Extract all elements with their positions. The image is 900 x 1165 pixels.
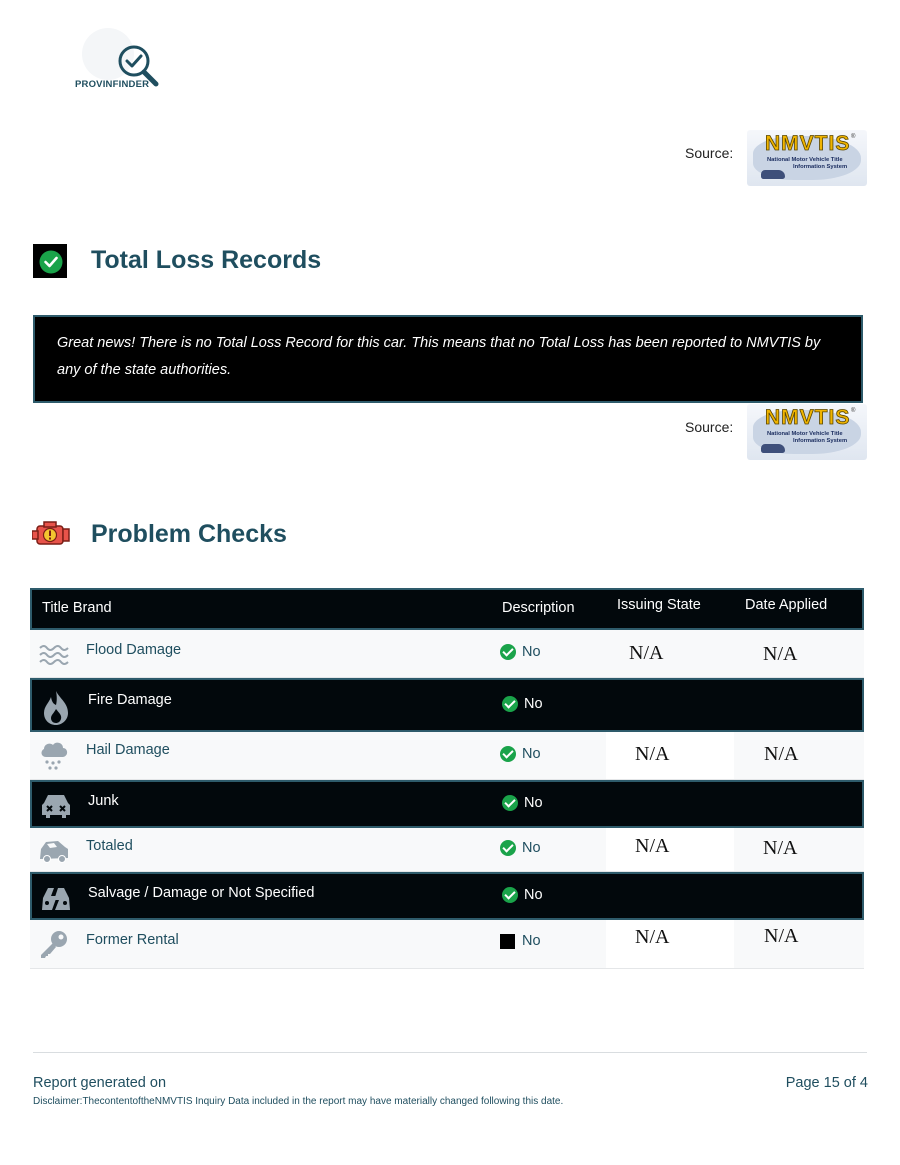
row-date-applied: N/A: [763, 837, 798, 859]
row-date-applied: N/A: [764, 925, 799, 947]
row-issuing-state: N/A: [635, 743, 670, 765]
footer-divider: [33, 1052, 867, 1053]
row-issuing-state: N/A: [635, 835, 670, 857]
green-check-icon: [500, 746, 516, 762]
row-label: Salvage / Damage or Not Specified: [88, 885, 315, 901]
table-header: [30, 588, 864, 630]
row-status: No: [500, 644, 541, 660]
nmvtis-subtitle-1b: National Motor Vehicle Title: [767, 431, 843, 437]
nmvtis-wordmark-2: NMVTIS: [765, 406, 851, 429]
table-row-junk: [30, 780, 864, 828]
nmvtis-subtitle-2b: Information System: [793, 438, 848, 444]
green-check-icon: [500, 840, 516, 856]
key-icon: [38, 928, 70, 960]
source-label: Source:: [685, 145, 734, 161]
nmvtis-subtitle-2: Information System: [793, 164, 848, 170]
junk-car-icon: [40, 789, 72, 821]
row-label: Former Rental: [86, 932, 179, 948]
page-number: Page 15 of 4: [785, 1075, 868, 1091]
table-row-former-rental: [30, 920, 864, 969]
green-check-icon: [500, 644, 516, 660]
report-generated: Report generated on: [33, 1075, 167, 1091]
problem-checks-title: Problem Checks: [91, 520, 287, 548]
table-row-hail-damage: [30, 732, 864, 780]
row-issuing-state: N/A: [629, 642, 664, 664]
totaled-car-icon: [38, 834, 70, 866]
row-label: Junk: [88, 793, 119, 809]
fire-icon: [40, 689, 72, 727]
disclaimer: Disclaimer:ThecontentoftheNMVTIS Inquiry Data included in the report may have materially changed following this date.: [33, 1096, 564, 1107]
row-date-applied: N/A: [764, 743, 799, 765]
table-row-totaled: [30, 828, 864, 872]
check-icon: [33, 244, 67, 278]
column-issuing-state: Issuing State: [617, 597, 701, 613]
row-status: No: [502, 795, 543, 811]
column-title-brand: Title Brand: [42, 600, 112, 616]
salvage-icon: [40, 882, 72, 914]
column-date-applied: Date Applied: [745, 597, 828, 613]
total-loss-message: Great news! There is no Total Loss Record for this car. This means that no Total Loss has been reported to NMVTIS by any of the state authorities.: [57, 335, 821, 378]
row-label: Totaled: [86, 838, 133, 854]
flood-icon: [38, 638, 70, 670]
row-label: Hail Damage: [86, 742, 170, 758]
table-row-flood-damage: [30, 630, 864, 678]
total-loss-title: Total Loss Records: [91, 246, 322, 274]
nmvtis-wordmark: NMVTIS: [765, 132, 851, 155]
total-loss-notice: [33, 315, 863, 403]
provinfinder-logo: [70, 28, 180, 98]
logo-text: PROVINFINDER: [75, 79, 150, 90]
row-status: No: [502, 696, 543, 712]
column-description: Description: [502, 600, 575, 616]
row-label: Flood Damage: [86, 642, 182, 658]
source-label-2: Source:: [685, 419, 734, 435]
row-status: No: [500, 746, 541, 762]
hail-icon: [38, 739, 70, 771]
row-issuing-state: N/A: [635, 926, 670, 948]
nmvtis-logo-2: NMVTIS ® National Motor Vehicle Title Information System: [747, 404, 867, 460]
row-status: No: [500, 840, 541, 856]
green-check-icon: [502, 795, 518, 811]
row-status: No: [502, 887, 543, 903]
row-date-applied: N/A: [763, 643, 798, 665]
row-status: No: [500, 933, 541, 949]
problem-checks-table: [30, 588, 864, 969]
row-label: Fire Damage: [88, 692, 172, 708]
nmvtis-logo: NMVTIS ® National Motor Vehicle Title Information System: [747, 130, 867, 186]
nmvtis-subtitle-1: National Motor Vehicle Title: [767, 157, 843, 163]
engine-warning-icon: [32, 520, 70, 550]
table-row-fire-damage: [30, 678, 864, 732]
green-check-icon: [502, 696, 518, 712]
green-check-icon: [502, 887, 518, 903]
black-square-icon: [500, 934, 515, 949]
table-row-salvage: [30, 872, 864, 920]
